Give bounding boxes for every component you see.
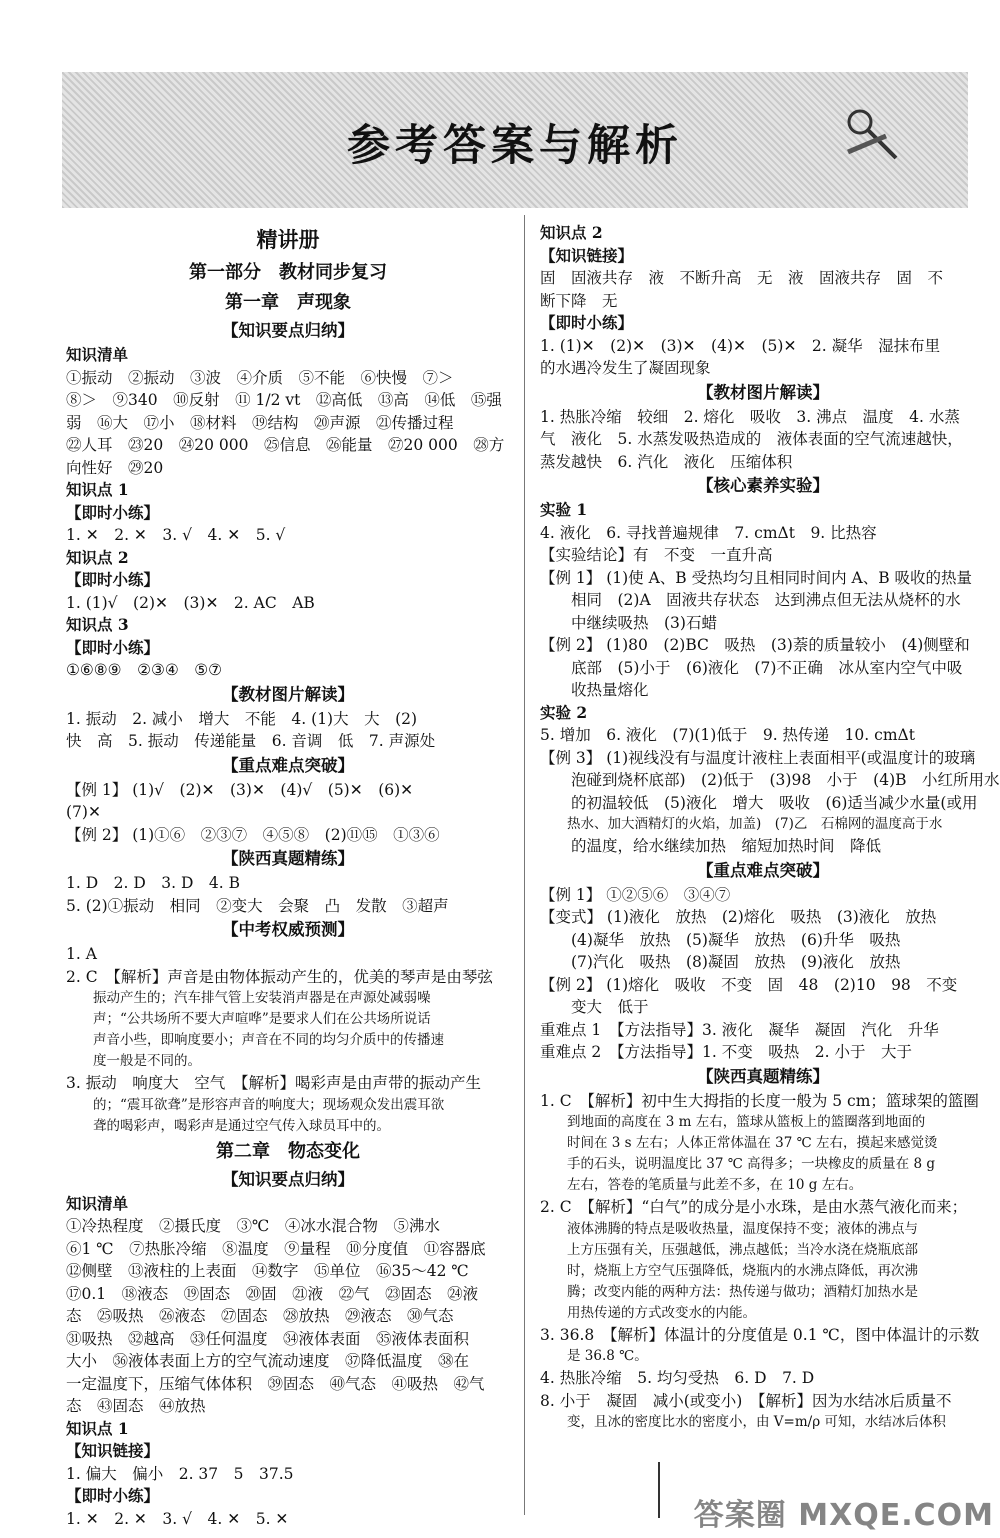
text-line: 固 固液共存 液 不断升高 无 液 固液共存 固 不 [540, 269, 944, 287]
text-line: 液体沸腾的特点是吸收热量，温度保持不变；液体的沸点与 [540, 1220, 918, 1237]
text-line: 的水遇冷发生了凝固现象 [540, 359, 711, 377]
text-line: 大小 ㊱液体表面上方的空气流动速度 ㊲降低温度 ㊳在 [66, 1352, 470, 1370]
text-line: 3. 振动 响度大 空气 【解析】喝彩声是由声带的振动产生 [66, 1074, 481, 1092]
text-line: 振动产生的；汽车排气管上安装消声器是在声源处减弱噪 [66, 990, 431, 1006]
text-line: 中继续吸热 (3)石蜡 [540, 613, 717, 632]
text-line: 的；“震耳欲聋”是形容声音的响度大；现场观众发出震耳欲 [66, 1096, 445, 1113]
text-line: 1. 热胀冷缩 较细 2. 熔化 吸收 3. 沸点 温度 4. 水蒸 [540, 407, 960, 426]
text-line: ⑥1 ℃ ⑦热胀冷缩 ⑧温度 ⑨量程 ⑩分度值 ⑪容器底 [66, 1239, 486, 1258]
text-line: ①⑥⑧⑨ ②③④ ⑤⑦ [66, 661, 223, 679]
text-line: 8. 小于 凝固 减小(或变小) 【解析】因为水结冰后质量不 [540, 1391, 952, 1410]
magnifier-pencil-icon [838, 102, 908, 172]
subsection-heading: 【核心素养实验】 [697, 476, 829, 495]
text-line: 变，且冰的密度比水的密度小，由 V=m/ρ 可知，水结冰后体积 [540, 1414, 946, 1430]
text-line: 向性好 ㉙20 [66, 458, 164, 477]
book-title: 精讲册 [256, 227, 320, 252]
label-line: 知识点 1 [66, 480, 129, 499]
text-line: 【实验结论】有 不变 一直升高 [540, 546, 773, 564]
text-line: 重难点 1 【方法指导】3. 液化 凝华 凝固 汽化 升华 [540, 1020, 939, 1039]
text-line: 左右，答卷的笔质量与此差不多，在 10 g 左右。 [540, 1177, 863, 1193]
subsection-heading: 【重点难点突破】 [697, 860, 829, 880]
label-line: 知识点 1 [66, 1418, 129, 1438]
text-line: 是 36.8 ℃。 [540, 1348, 648, 1364]
text-line: 1. A [66, 945, 97, 963]
subsection-heading: 【陕西真题精练】 [222, 849, 354, 868]
text-line: 气 液化 5. 水蒸发吸热造成的 液体表面的空气流速越快， [540, 430, 963, 448]
text-line: 【变式】 (1)液化 放热 (2)熔化 吸热 (3)液化 放热 [540, 908, 937, 926]
label-line: 【知识链接】 [540, 245, 634, 265]
section-heading: 第一部分 教材同步复习 [189, 262, 387, 283]
text-line: 4. 液化 6. 寻找普遍规律 7. cmΔt 9. 比热容 [540, 523, 877, 542]
text-line: 【例 1】 (1)使 A、B 受热均匀且相同时间内 A、B 吸收的热量 [540, 568, 973, 587]
label-line: 知识点 2 [66, 547, 129, 567]
text-line: 蒸发越快 6. 汽化 液化 压缩体积 [540, 452, 793, 471]
text-line: 相同 (2)A 固液共存状态 达到沸点但无法从烧杯的水 [540, 591, 961, 609]
label-line: 【即时小练】 [66, 502, 160, 522]
text-line: 4. 热胀冷缩 5. 均匀受热 6. D 7. D [540, 1369, 815, 1387]
watermark: 答案圈 MXQE.COM [693, 1498, 994, 1533]
text-line: 1. D 2. D 3. D 4. B [66, 874, 241, 892]
subsection-heading: 【中考权威预测】 [222, 920, 354, 939]
text-line: (4)凝华 放热 (5)凝华 放热 (6)升华 吸热 [540, 930, 901, 949]
text-line: 【例 2】 (1)熔化 吸收 不变 固 48 (2)10 98 不变 [540, 975, 958, 994]
text-line: 【例 2】 (1)80 (2)BC 吸热 (3)萘的质量较小 (4)侧壁和 [540, 636, 970, 654]
text-line: 时间在 3 s 左右；人体正常体温在 37 ℃ 左右，摸起来感觉烫 [540, 1135, 938, 1151]
text-line: 1. 振动 2. 减小 增大 不能 4. (1)大 大 (2) [66, 709, 418, 728]
text-line: 1. 偏大 偏小 2. 37 5 37.5 [66, 1464, 294, 1483]
label-line: 知识清单 [66, 1193, 129, 1213]
text-line: 用热传递的方式改变水的内能。 [540, 1304, 756, 1321]
subsection-heading: 【重点难点突破】 [222, 755, 354, 775]
text-line: 的温度，给水继续加热 缩短加热时间 降低 [540, 837, 882, 855]
text-line: 2. C 【解析】声音是由物体振动产生的，优美的琴声是由琴弦 [66, 967, 493, 986]
text-line: ㉛吸热 ㉜越高 ㉝任何温度 ㉞液体表面 ㉟液体表面积 [66, 1329, 470, 1348]
section-heading: 第二章 物态变化 [216, 1140, 360, 1162]
text-line: 一定温度下，压缩气体体积 ㊴固态 ㊵气态 ㊶吸热 ㊷气 [66, 1374, 485, 1393]
label-line: 【即时小练】 [66, 1486, 160, 1505]
text-line: 聋的喝彩声，喝彩声是通过空气传入球员耳中的。 [66, 1117, 390, 1134]
text-line: 1. (1)√ (2)✕ (3)✕ 2. AC AB [66, 593, 315, 612]
text-line: ①振动 ②振动 ③波 ④介质 ⑤不能 ⑥快慢 ⑦＞ [66, 368, 454, 387]
text-line: (7)✕ [66, 803, 101, 821]
page-title: 参考答案与解析 [347, 121, 683, 171]
subsection-heading: 【教材图片解读】 [697, 382, 829, 402]
label-line: 【知识链接】 [66, 1441, 160, 1460]
text-line: 【例 1】 ①②⑤⑥ ③④⑦ [540, 885, 731, 904]
right-column [540, 222, 1000, 1433]
text-line: 快 高 5. 振动 传递能量 6. 音调 低 7. 声源处 [66, 732, 436, 750]
text-line: 收热量熔化 [540, 681, 649, 699]
text-line: 度一般是不同的。 [66, 1053, 201, 1069]
text-line: 5. 增加 6. 液化 (7)(1)低于 9. 热传递 10. cmΔt [540, 726, 915, 744]
text-line: 声；“公共场所不要大声喧哗”是要求人们在公共场所说话 [66, 1011, 431, 1027]
text-line: 5. (2)①振动 相同 ②变大 会聚 凸 发散 ③超声 [66, 896, 449, 915]
label-line: 【即时小练】 [66, 637, 160, 657]
label-line: 知识清单 [66, 345, 129, 364]
text-line: 上方压强有关，压强越低，沸点越低；当冷水浇在烧瓶底部 [540, 1241, 918, 1258]
text-line: 时，烧瓶上方空气压强降低，烧瓶内的水沸点降低，再次沸 [540, 1262, 918, 1279]
left-column [66, 222, 510, 1530]
column-divider [524, 215, 525, 1515]
text-line: ⑧＞ ⑨340 ⑩反射 ⑪ 1/2 vt ⑫高低 ⑬高 ⑭低 ⑮强 [66, 391, 502, 409]
label-line: 知识点 2 [540, 223, 603, 242]
subsection-heading: 【陕西真题精练】 [697, 1066, 829, 1086]
text-line: 【例 2】 (1)①⑥ ②③⑦ ④⑤⑧ (2)⑪⑮ ①③⑥ [66, 825, 440, 844]
text-line: 1. ✕ 2. ✕ 3. √ 4. ✕ 5. √ [66, 526, 286, 544]
text-line: 泡碰到烧杯底部) (2)低于 (3)98 小于 (4)B 小红所用水 [540, 771, 1000, 789]
page-edge-mark [658, 1462, 660, 1518]
text-line: 底部 (5)小于 (6)液化 (7)不正确 冰从室内空气中吸 [540, 658, 963, 677]
text-line: 变大 低于 [540, 998, 649, 1016]
text-line: 1. (1)✕ (2)✕ (3)✕ (4)✕ (5)✕ 2. 凝华 湿抹布里 [540, 336, 941, 355]
text-line: (7)汽化 吸热 (8)凝固 放热 (9)液化 放热 [540, 953, 901, 971]
label-line: 实验 2 [540, 702, 588, 722]
text-line: 态 ㉕吸热 ㉖液态 ㉗固态 ㉘放热 ㉙液态 ㉚气态 [66, 1307, 454, 1325]
text-line: 弱 ⑯大 ⑰小 ⑱材料 ⑲结构 ⑳声源 ㉑传播过程 [66, 413, 454, 432]
text-line: ㉒人耳 ㉓20 ㉔20 000 ㉕信息 ㉖能量 ㉗20 000 ㉘方 [66, 436, 505, 454]
subsection-heading: 【知识要点归纳】 [222, 321, 354, 340]
text-line: 态 ㊸固态 ㊹放热 [66, 1397, 206, 1415]
section-heading: 第一章 声现象 [225, 292, 351, 313]
text-line: 【例 3】 (1)视线没有与温度计液柱上表面相平(或温度计的玻璃 [540, 748, 976, 767]
text-line: 3. 36.8 【解析】体温计的分度值是 0.1 ℃，图中体温计的示数 [540, 1325, 980, 1344]
text-line: 1. ✕ 2. ✕ 3. √ 4. ✕ 5. ✕ [66, 1509, 289, 1528]
text-line: ⑫侧壁 ⑬液柱的上表面 ⑭数字 ⑮单位 ⑯35～42 ℃ [66, 1262, 469, 1280]
text-line: 热水、加大酒精灯的火焰，加盖) (7)乙 石棉网的温度高于水 [540, 816, 943, 832]
subsection-heading: 【教材图片解读】 [222, 684, 354, 704]
text-line: 1. C 【解析】初中生大拇指的长度一般为 5 cm；篮球架的篮圈 [540, 1091, 979, 1110]
title-banner [62, 72, 968, 208]
text-line: 手的石头，说明温度比 37 ℃ 高得多；一块橡皮的质量在 8 g [540, 1156, 935, 1172]
label-line: 实验 1 [540, 500, 588, 519]
text-line: 到地面的高度在 3 m 左右，篮球从篮板上的篮圈落到地面的 [540, 1114, 926, 1130]
text-line: 的初温较低 (5)液化 增大 吸收 (6)适当减少水量(或用 [540, 793, 978, 812]
text-line: 【例 1】 (1)√ (2)✕ (3)✕ (4)√ (5)✕ (6)✕ [66, 780, 414, 799]
text-line: 2. C 【解析】“白气”的成分是小水珠，是由水蒸气液化而来； [540, 1198, 968, 1216]
subsection-heading: 【知识要点归纳】 [222, 1169, 354, 1189]
text-line: 断下降 无 [540, 291, 618, 310]
label-line: 【即时小练】 [540, 313, 634, 332]
text-line: ⑰0.1 ⑱液态 ⑲固态 ⑳固 ㉑液 ㉒气 ㉓固态 ㉔液 [66, 1284, 479, 1303]
text-line: 腾；改变内能的两种方法：热传递与做功；酒精灯加热水是 [540, 1283, 918, 1300]
label-line: 知识点 3 [66, 615, 129, 634]
label-line: 【即时小练】 [66, 570, 160, 589]
text-line: 重难点 2 【方法指导】1. 不变 吸热 2. 小于 大于 [540, 1043, 912, 1061]
text-line: 声音小些，即响度要小；声音在不同的均匀介质中的传播速 [66, 1032, 444, 1048]
text-line: ①冷热程度 ②摄氏度 ③℃ ④冰水混合物 ⑤沸水 [66, 1217, 440, 1235]
